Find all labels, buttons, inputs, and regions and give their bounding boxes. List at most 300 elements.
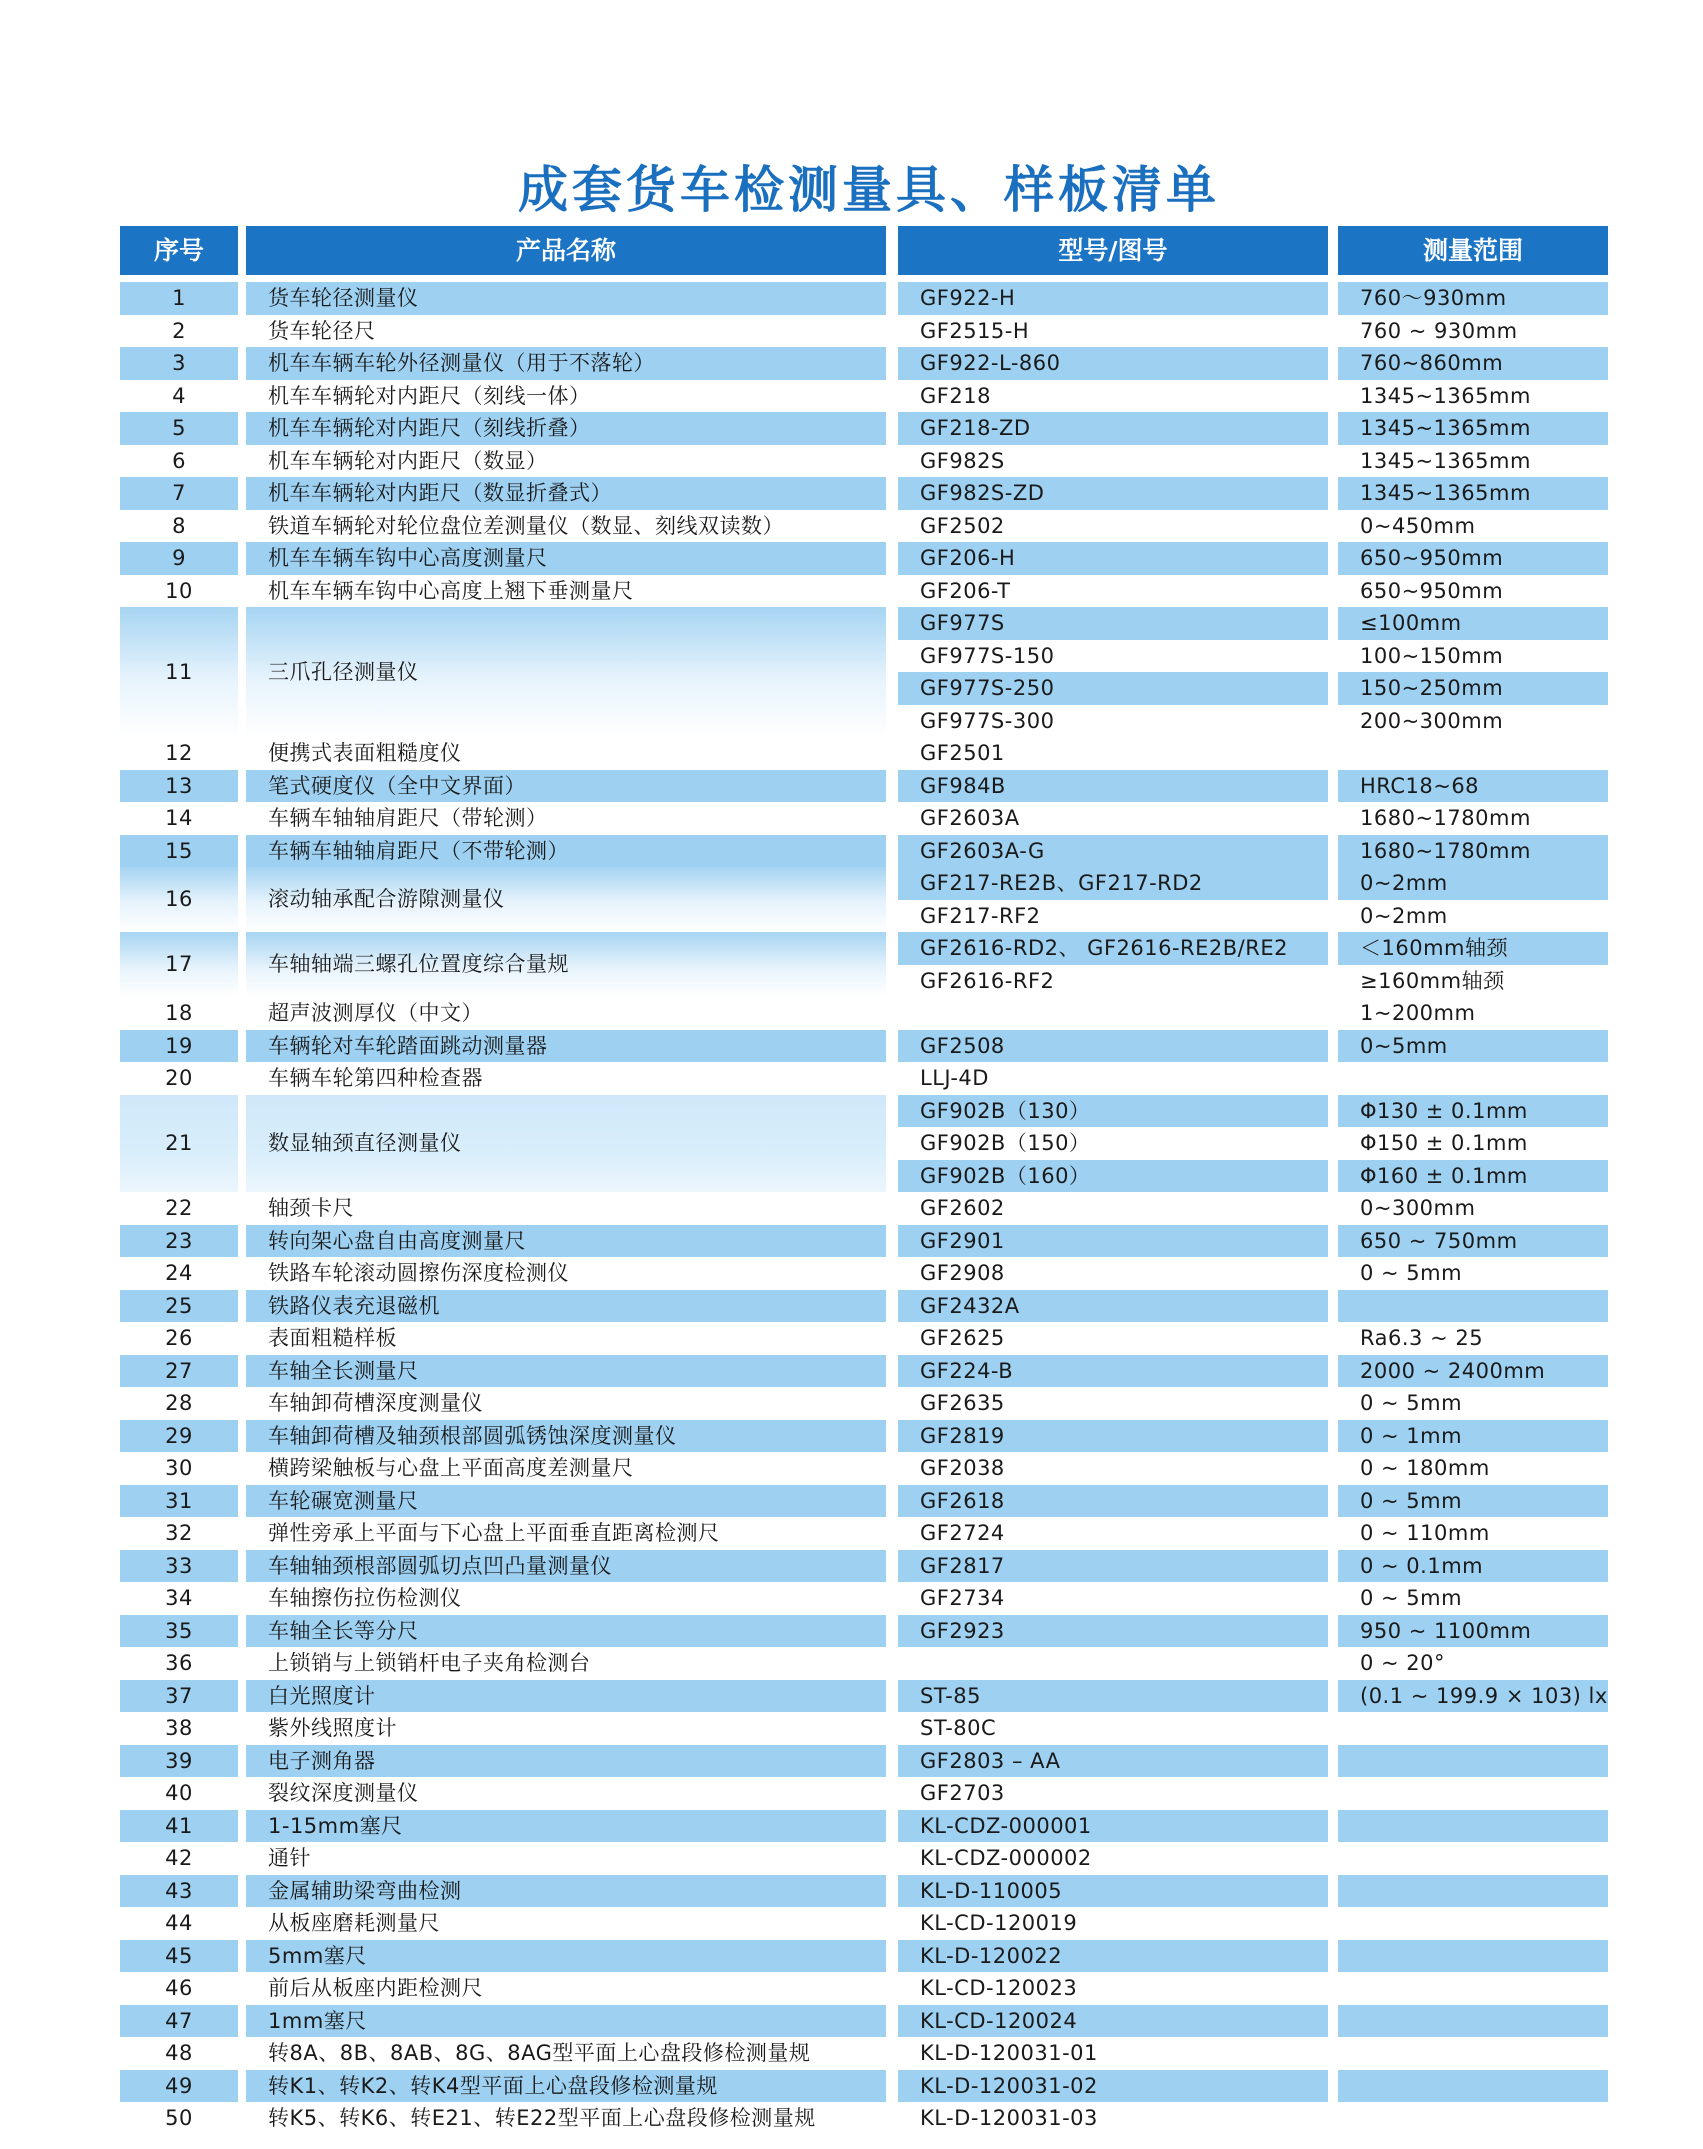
gap [238, 1972, 246, 2005]
model-number: KL-CD-120024 [898, 2005, 1328, 2038]
row-number: 33 [120, 1550, 238, 1583]
product-name: 紫外线照度计 [268, 1716, 397, 1740]
measure-range: 0 ~ 20° [1360, 1651, 1446, 1675]
gap [886, 1452, 898, 1485]
row-number: 27 [120, 1355, 238, 1388]
gap [238, 737, 246, 770]
row-number: 36 [165, 1651, 193, 1675]
measure-range: 150~250mm [1338, 672, 1608, 705]
product-name: 机车车辆车钩中心高度测量尺 [246, 542, 886, 575]
product-name: 车辆车轴轴肩距尺（带轮测） [268, 806, 548, 830]
row-number: 11 [120, 607, 238, 737]
gap [886, 347, 898, 380]
model-number: GF977S-250 [898, 672, 1328, 705]
gap [886, 2005, 898, 2038]
gap [238, 575, 246, 608]
gap [238, 380, 246, 413]
page-title: 成套货车检测量具、样板清单 [518, 161, 1220, 219]
product-name: 铁道车辆轮对轮位盘位差测量仪（数显、刻线双读数） [268, 513, 784, 538]
gap [1328, 640, 1338, 673]
model-number: GF2923 [898, 1615, 1328, 1648]
gap [886, 1810, 898, 1843]
gap [1328, 412, 1338, 445]
gap [238, 1322, 246, 1355]
measure-range: 0 ~ 5mm [1360, 1391, 1463, 1415]
measure-range: 1680~1780mm [1338, 835, 1608, 868]
gap [1328, 2102, 1338, 2135]
product-name: 机车车辆轮对内距尺（数显） [268, 448, 548, 473]
gap [886, 867, 898, 932]
measure-range: 0 ~ 5mm [1360, 1261, 1463, 1285]
gap [886, 607, 898, 737]
product-name: 上锁销与上锁销杆电子夹角检测台 [268, 1651, 591, 1675]
gap [1328, 2037, 1338, 2070]
measure-range [1338, 1940, 1608, 1973]
model-number: GF2703 [920, 1781, 1005, 1805]
row-number: 41 [120, 1810, 238, 1843]
gap [886, 770, 898, 803]
measure-range [1338, 1972, 1608, 2005]
product-name: 1-15mm塞尺 [246, 1810, 886, 1843]
row-number: 40 [165, 1781, 193, 1805]
gap [1328, 1192, 1338, 1225]
gap [1328, 1452, 1338, 1485]
row-number: 24 [165, 1261, 193, 1285]
model-number: KL-D-120031-01 [920, 2041, 1098, 2065]
product-name: 电子测角器 [246, 1745, 886, 1778]
gap [1328, 347, 1338, 380]
product-name: 数显轴颈直径测量仪 [246, 1095, 886, 1193]
gap [886, 1582, 898, 1615]
measure-range: 0 ~ 1mm [1338, 1420, 1608, 1453]
measure-range: 1345~1365mm [1338, 412, 1608, 445]
measure-range [1338, 1745, 1608, 1778]
gap [238, 932, 246, 997]
model-number: GF206-T [920, 578, 1011, 603]
measure-range [1338, 1907, 1608, 1940]
row-number: 2 [172, 318, 186, 343]
row-number: 12 [165, 741, 193, 765]
model-number: GF2734 [920, 1586, 1005, 1610]
measure-range: 0 ~ 180mm [1360, 1456, 1490, 1480]
measure-range: 760 ~ 930mm [1360, 318, 1518, 343]
model-number: ST-80C [920, 1716, 997, 1740]
model-number: GF206-H [898, 542, 1328, 575]
product-name: 通针 [268, 1846, 311, 1870]
model-number: GF2501 [920, 741, 1005, 765]
gap [886, 542, 898, 575]
model-number: GF2515-H [920, 318, 1030, 343]
product-name: 裂纹深度测量仪 [268, 1781, 419, 1805]
gap [1328, 1062, 1338, 1095]
row-number: 43 [120, 1875, 238, 1908]
gap [238, 2070, 246, 2103]
measure-range: 650~950mm [1338, 542, 1608, 575]
gap [1328, 1940, 1338, 1973]
gap [1328, 1680, 1338, 1713]
row-number: 13 [120, 770, 238, 803]
gap [238, 1485, 246, 1518]
row-number: 29 [120, 1420, 238, 1453]
header-model: 型号/图号 [898, 226, 1328, 275]
gap [238, 1615, 246, 1648]
gap [238, 477, 246, 510]
model-number: GF977S-150 [920, 643, 1055, 668]
gap [238, 1192, 246, 1225]
model-number: ST-85 [898, 1680, 1328, 1713]
row-number: 5 [120, 412, 238, 445]
gap [886, 1225, 898, 1258]
measure-range: 200~300mm [1360, 708, 1504, 733]
model-number: GF2901 [898, 1225, 1328, 1258]
gap [886, 1387, 898, 1420]
gap [886, 445, 898, 478]
row-number: 18 [165, 1001, 193, 1025]
row-number: 28 [165, 1391, 193, 1415]
product-name: 轴颈卡尺 [268, 1196, 354, 1220]
row-number: 10 [165, 578, 193, 603]
gap [1328, 1517, 1338, 1550]
product-name: 从板座磨耗测量尺 [268, 1911, 440, 1935]
measure-range: Ra6.3 ~ 25 [1360, 1326, 1484, 1350]
model-number: GF2602 [920, 1196, 1005, 1220]
gap [886, 1712, 898, 1745]
gap [886, 1615, 898, 1648]
gap [238, 1095, 246, 1193]
measure-range: 950 ~ 1100mm [1338, 1615, 1608, 1648]
gap [1328, 1485, 1338, 1518]
gap [1328, 1842, 1338, 1875]
row-number: 34 [165, 1586, 193, 1610]
product-name: 车轮碾宽测量尺 [246, 1485, 886, 1518]
gap [886, 737, 898, 770]
product-name: 车轴轴端三螺孔位置度综合量规 [246, 932, 886, 997]
model-number: KL-D-120031-02 [898, 2070, 1328, 2103]
gap [1328, 380, 1338, 413]
gap [1328, 315, 1338, 348]
measure-range: ≤100mm [1338, 607, 1608, 640]
row-number: 48 [165, 2041, 193, 2065]
gap [1328, 1745, 1338, 1778]
model-number: GF2616-RF2 [920, 968, 1055, 993]
gap [238, 1810, 246, 1843]
model-number: KL-CD-120019 [920, 1911, 1078, 1935]
row-number: 49 [120, 2070, 238, 2103]
gap [238, 1875, 246, 1908]
gap [1328, 1777, 1338, 1810]
row-number: 1 [120, 282, 238, 315]
gap [238, 542, 246, 575]
product-name: 滚动轴承配合游隙测量仪 [246, 867, 886, 932]
gap [886, 2070, 898, 2103]
product-name: 超声波测厚仪（中文） [268, 1001, 483, 1025]
row-number: 45 [120, 1940, 238, 1973]
measure-range [1338, 1062, 1608, 1095]
row-number: 30 [165, 1456, 193, 1480]
product-name: 铁路车轮滚动圆擦伤深度检测仪 [268, 1261, 569, 1285]
gap [1328, 2070, 1338, 2103]
measure-range: (0.1 ~ 199.9 × 103) lx [1338, 1680, 1608, 1713]
model-number: KL-CDZ-000002 [920, 1846, 1092, 1870]
model-number: GF2819 [898, 1420, 1328, 1453]
model-number: LLJ-4D [920, 1066, 989, 1090]
row-number: 50 [165, 2106, 193, 2130]
product-name: 转K1、转K2、转K4型平面上心盘段修检测量规 [246, 2070, 886, 2103]
gap [1328, 1127, 1338, 1160]
measure-range: Φ130 ± 0.1mm [1338, 1095, 1608, 1128]
measure-range: 0~5mm [1338, 1030, 1608, 1063]
gap [1328, 737, 1338, 770]
product-name: 前后从板座内距检测尺 [268, 1976, 483, 2000]
row-number: 15 [120, 835, 238, 868]
row-number: 4 [172, 383, 186, 408]
gap [1328, 835, 1338, 868]
gap [238, 1062, 246, 1095]
gap [1328, 672, 1338, 705]
gap [1328, 445, 1338, 478]
measure-range: 0~2mm [1338, 867, 1608, 900]
gap [1328, 1712, 1338, 1745]
measure-range: 760~860mm [1338, 347, 1608, 380]
product-name: 1mm塞尺 [246, 2005, 886, 2038]
gap [238, 1647, 246, 1680]
measure-range: 0 ~ 5mm [1338, 1485, 1608, 1518]
header-name: 产品名称 [246, 226, 886, 275]
gap [886, 1030, 898, 1063]
gap [1328, 1582, 1338, 1615]
gap [886, 510, 898, 543]
gap [238, 1355, 246, 1388]
gap [238, 282, 246, 315]
model-number: GF217-RE2B、GF217-RD2 [898, 867, 1328, 900]
row-number: 16 [120, 867, 238, 932]
measure-range: 650~950mm [1360, 578, 1504, 603]
gap [238, 1420, 246, 1453]
product-name: 横跨梁触板与心盘上平面高度差测量尺 [268, 1456, 634, 1480]
gap [1328, 607, 1338, 640]
gap [886, 1940, 898, 1973]
measure-range: 0~2mm [1360, 903, 1448, 928]
gap [238, 1225, 246, 1258]
measure-range: ＜160mm轴颈 [1338, 932, 1608, 965]
gap [1328, 1030, 1338, 1063]
model-number: GF217-RF2 [920, 903, 1041, 928]
measure-range [1338, 2005, 1608, 2038]
gap [1328, 867, 1338, 900]
product-name: 5mm塞尺 [246, 1940, 886, 1973]
model-number: GF2603A [920, 806, 1020, 830]
row-number: 37 [120, 1680, 238, 1713]
product-name: 机车车辆车轮外径测量仪（用于不落轮） [246, 347, 886, 380]
gap [238, 802, 246, 835]
gap [1328, 1290, 1338, 1323]
row-number: 20 [165, 1066, 193, 1090]
gap [886, 997, 898, 1030]
product-name: 车辆车轮第四种检查器 [268, 1066, 483, 1090]
gap [238, 997, 246, 1030]
row-number: 32 [165, 1521, 193, 1545]
product-name: 机车车辆车钩中心高度上翘下垂测量尺 [268, 578, 634, 603]
gap [238, 1842, 246, 1875]
row-number: 38 [165, 1716, 193, 1740]
gap [886, 1420, 898, 1453]
product-name: 笔式硬度仪（全中文界面） [246, 770, 886, 803]
model-number: GF982S-ZD [898, 477, 1328, 510]
gap [1328, 965, 1338, 998]
gap [886, 1907, 898, 1940]
measure-range [1338, 2102, 1608, 2135]
gap [238, 1257, 246, 1290]
product-name: 机车车辆轮对内距尺（数显折叠式） [246, 477, 886, 510]
measure-range [1338, 2037, 1608, 2070]
gap [886, 1322, 898, 1355]
model-number: GF922-L-860 [898, 347, 1328, 380]
row-number: 21 [120, 1095, 238, 1193]
measure-range: 760～930mm [1338, 282, 1608, 315]
gap [238, 867, 246, 932]
gap [238, 1387, 246, 1420]
gap [238, 445, 246, 478]
product-name: 表面粗糙样板 [268, 1326, 397, 1350]
measure-range [1338, 1777, 1608, 1810]
gap [1328, 1160, 1338, 1193]
measure-range [1338, 1712, 1608, 1745]
measure-range: 2000 ~ 2400mm [1338, 1355, 1608, 1388]
gap [886, 2102, 898, 2135]
gap [886, 575, 898, 608]
measure-range: 0 ~ 5mm [1360, 1586, 1463, 1610]
gap [1328, 575, 1338, 608]
row-number: 44 [165, 1911, 193, 1935]
gap [1328, 932, 1338, 965]
model-number: GF902B（150） [920, 1131, 1091, 1155]
gap [886, 1842, 898, 1875]
gap [238, 1680, 246, 1713]
row-number: 26 [165, 1326, 193, 1350]
gap [238, 1745, 246, 1778]
gap [1328, 1257, 1338, 1290]
measure-range [1338, 1290, 1608, 1323]
model-number: GF218-ZD [898, 412, 1328, 445]
gap [886, 1192, 898, 1225]
gap [886, 1062, 898, 1095]
model-number: GF982S [920, 448, 1005, 473]
product-name: 转向架心盘自由高度测量尺 [246, 1225, 886, 1258]
gap [238, 1030, 246, 1063]
model-number: GF902B（160） [898, 1160, 1328, 1193]
product-name: 转K5、转K6、转E21、转E22型平面上心盘段修检测量规 [268, 2106, 816, 2130]
model-number: GF2625 [920, 1326, 1005, 1350]
gap [1328, 510, 1338, 543]
gap [238, 1582, 246, 1615]
model-number: GF977S [898, 607, 1328, 640]
gap [886, 1257, 898, 1290]
model-number: GF902B（130） [898, 1095, 1328, 1128]
row-number: 7 [120, 477, 238, 510]
gap [886, 1875, 898, 1908]
row-number: 19 [120, 1030, 238, 1063]
row-number: 42 [165, 1846, 193, 1870]
gap [238, 1777, 246, 1810]
gap [1328, 1647, 1338, 1680]
product-name: 白光照度计 [246, 1680, 886, 1713]
model-number: GF2603A-G [898, 835, 1328, 868]
model-number: GF2432A [898, 1290, 1328, 1323]
gap [886, 1680, 898, 1713]
header-range: 测量范围 [1338, 226, 1608, 275]
gap [886, 802, 898, 835]
row-number: 6 [172, 448, 186, 473]
product-name: 车辆车轴轴肩距尺（不带轮测） [246, 835, 886, 868]
gap [1328, 1810, 1338, 1843]
gap [1328, 1420, 1338, 1453]
row-number: 35 [120, 1615, 238, 1648]
model-number: KL-D-120022 [898, 1940, 1328, 1973]
gap [238, 2005, 246, 2038]
gap [238, 1452, 246, 1485]
product-name: 车轴全长测量尺 [246, 1355, 886, 1388]
gap [886, 1485, 898, 1518]
gap [1328, 2005, 1338, 2038]
product-name: 货车轮径测量仪 [246, 282, 886, 315]
gap [238, 1712, 246, 1745]
row-number: 3 [120, 347, 238, 380]
model-number: GF218 [920, 383, 991, 408]
model-number: GF2908 [920, 1261, 1005, 1285]
model-number: GF977S-300 [920, 708, 1055, 733]
gap [1328, 997, 1338, 1030]
product-name: 弹性旁承上平面与下心盘上平面垂直距离检测尺 [268, 1521, 720, 1545]
product-name: 铁路仪表充退磁机 [246, 1290, 886, 1323]
gap [1328, 1550, 1338, 1583]
measure-range: 1~200mm [1360, 1001, 1476, 1025]
gap [238, 1550, 246, 1583]
product-name: 车辆轮对车轮踏面跳动测量器 [246, 1030, 886, 1063]
measure-range [1338, 737, 1608, 770]
model-number: GF922-H [898, 282, 1328, 315]
measure-range: 0~450mm [1360, 513, 1476, 538]
row-number: 9 [120, 542, 238, 575]
product-name: 机车车辆轮对内距尺（刻线折叠） [246, 412, 886, 445]
product-name: 车轴轴颈根部圆弧切点凹凸量测量仪 [246, 1550, 886, 1583]
model-number: KL-D-120031-03 [920, 2106, 1098, 2130]
gap [238, 510, 246, 543]
gap [1328, 282, 1338, 315]
gap [886, 2037, 898, 2070]
measure-range: 0 ~ 0.1mm [1338, 1550, 1608, 1583]
model-number [898, 1647, 1328, 1680]
gap [238, 835, 246, 868]
gap [238, 607, 246, 737]
measure-range [1338, 1875, 1608, 1908]
product-name: 机车车辆轮对内距尺（刻线一体） [268, 383, 591, 408]
gap [238, 347, 246, 380]
gap [886, 1550, 898, 1583]
gap [238, 2037, 246, 2070]
gap [1328, 1355, 1338, 1388]
model-number: GF2803 – AA [898, 1745, 1328, 1778]
gap [886, 1290, 898, 1323]
model-number: GF984B [898, 770, 1328, 803]
measure-range: HRC18~68 [1338, 770, 1608, 803]
gap [886, 1647, 898, 1680]
measure-range: 1345~1365mm [1360, 448, 1531, 473]
model-number: GF2817 [898, 1550, 1328, 1583]
gap [238, 1290, 246, 1323]
product-name: 车轴卸荷槽及轴颈根部圆弧锈蚀深度测量仪 [246, 1420, 886, 1453]
gap [886, 1095, 898, 1193]
gap [1328, 477, 1338, 510]
